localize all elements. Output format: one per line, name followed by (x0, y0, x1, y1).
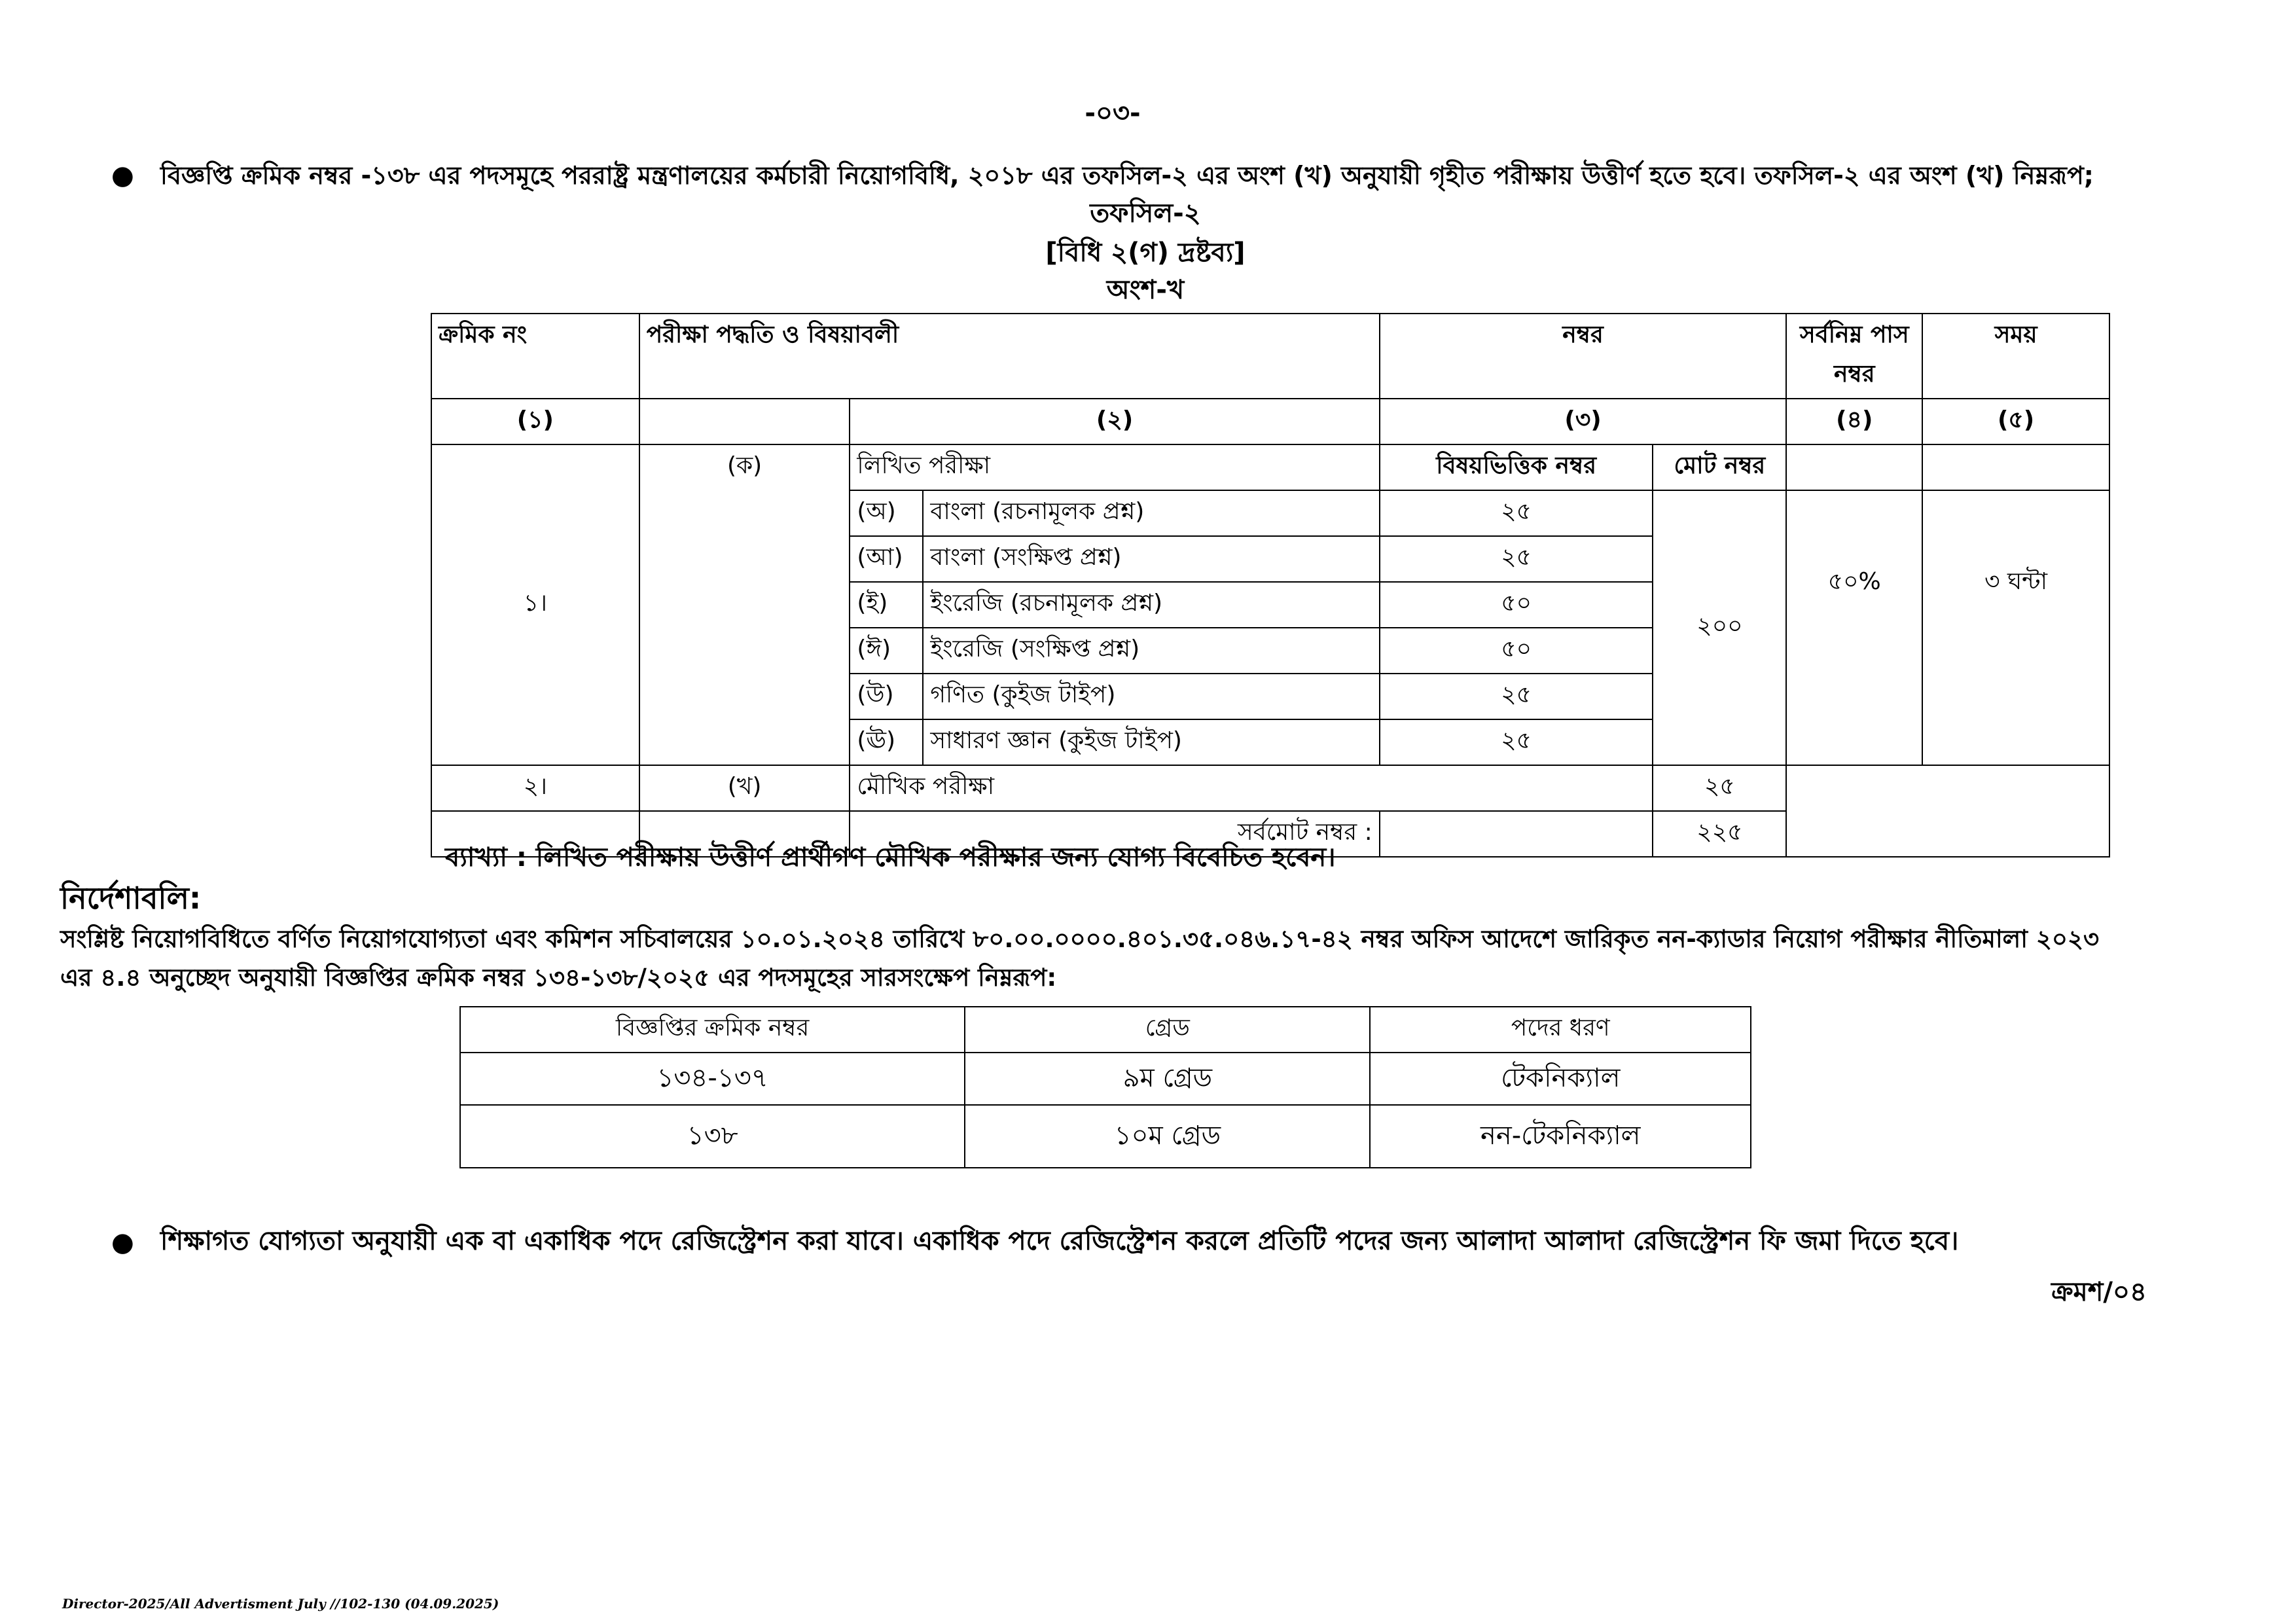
written-time: ৩ ঘন্টা (1922, 490, 2109, 765)
header-time: সময় (1922, 314, 2109, 399)
exam-table (431, 313, 2110, 857)
written-letter: (ক) (639, 444, 850, 765)
subject-code: (ঈ) (850, 628, 923, 674)
instructions-heading: নির্দেশাবলি: (60, 880, 202, 916)
summary-header-serial: বিজ্ঞপ্তির ক্রমিক নম্বর (460, 1007, 965, 1053)
summary-header-type: পদের ধরণ (1370, 1007, 1751, 1053)
bullet-1-text: বিজ্ঞপ্তি ক্রমিক নম্বর -১৩৮ এর পদসমূহে পররাষ্ট্র মন্ত্রণালয়ের কর্মচারী নিয়োগবিধি, ২০১৮ এর তফসিল-২ এর অংশ (খ) অনুযায়ী গৃহীত পরীক্ষায় উত্তীর্ণ হতে হবে। তফসিল-২ এর অংশ (খ) নিম্নরূপ; (160, 161, 2094, 190)
bullet-dot: ● (111, 1227, 134, 1257)
written-min-pass: ৫০% (1786, 490, 1922, 765)
grand-total-label: সর্বমোট নম্বর : (850, 811, 1379, 857)
summary-type: টেকনিক্যাল (1370, 1053, 1751, 1105)
written-header-row (431, 444, 2109, 490)
subject-name: বাংলা (রচনামূলক প্রশ্ন) (923, 490, 1379, 536)
viva-marks: ২৫ (1653, 765, 1786, 811)
schedule-rule: [বিধি ২(গ) দ্রষ্টব্য] (1045, 238, 1246, 268)
subject-marks: ৫০ (1380, 628, 1653, 674)
summary-grade: ১০ম গ্রেড (965, 1105, 1370, 1168)
written-total: ২০০ (1653, 490, 1786, 765)
subject-marks: ৫০ (1380, 582, 1653, 628)
col-num-3: (৩) (1380, 399, 1787, 444)
instructions-line-2: এর ৪.৪ অনুচ্ছেদ অনুযায়ী বিজ্ঞপ্তির ক্রমিক নম্বর ১৩৪-১৩৮/২০২৫ এর পদসমূহের সারসংক্ষেপ নিম্নরূপ: (60, 964, 1057, 992)
subject-code: (উ) (850, 674, 923, 719)
col-num-4: (৪) (1786, 399, 1922, 444)
header-method: পরীক্ষা পদ্ধতি ও বিষয়াবলী (639, 314, 1380, 399)
subject-code: (ই) (850, 582, 923, 628)
viva-title: মৌখিক পরীক্ষা (850, 765, 1653, 811)
subject-name: ইংরেজি (রচনামূলক প্রশ্ন) (923, 582, 1379, 628)
bullet-2-text: শিক্ষাগত যোগ্যতা অনুযায়ী এক বা একাধিক পদে রেজিস্ট্রেশন করা যাবে। একাধিক পদে রেজিস্ট্রেশন করলে প্রতিটি পদের জন্য আলাদা আলাদা রেজিস্ট্রেশন ফি জমা দিতে হবে। (160, 1226, 1959, 1256)
header-min-pass: সর্বনিম্ন পাস নম্বর (1786, 314, 1922, 399)
explanation: ব্যাখ্যা : লিখিত পরীক্ষায় উত্তীর্ণ প্রার্থীগণ মৌখিক পরীক্ষার জন্য যোগ্য বিবেচিত হবেন। (445, 842, 1336, 873)
subject-code: (অ) (850, 490, 923, 536)
footer-reference: Director-2025/All Advertisment July //102-130 (04.09.2025) (62, 1596, 499, 1612)
total-marks-header: মোট নম্বর (1653, 444, 1786, 490)
subject-marks: ২৫ (1380, 674, 1653, 719)
page-number: -০৩- (1085, 98, 1141, 128)
bullet-dot: ● (111, 160, 134, 190)
header-marks: নম্বর (1380, 314, 1787, 399)
subject-marks: ২৫ (1380, 719, 1653, 765)
summary-serial: ১৩৮ (460, 1105, 965, 1168)
grand-total-value: ২২৫ (1653, 811, 1786, 857)
col-number-row (431, 399, 2109, 444)
header-serial: ক্রমিক নং (431, 314, 639, 399)
subject-code: (আ) (850, 536, 923, 582)
viva-serial: ২। (431, 765, 639, 811)
subject-name: গণিত (কুইজ টাইপ) (923, 674, 1379, 719)
summary-table (459, 1006, 1751, 1168)
summary-serial: ১৩৪-১৩৭ (460, 1053, 965, 1105)
summary-header-row (460, 1007, 1751, 1053)
col-num-5: (৫) (1922, 399, 2109, 444)
subject-marks: ২৫ (1380, 536, 1653, 582)
instructions-line-1: সংশ্লিষ্ট নিয়োগবিধিতে বর্ণিত নিয়োগযোগ্যতা এবং কমিশন সচিবালয়ের ১০.০১.২০২৪ তারিখে ৮০.০০.০০০০.৪০১.৩৫.০৪৬.১৭-৪২ নম্বর অফিস আদেশে জারিকৃত নন-ক্যাডার নিয়োগ পরীক্ষার নীতিমালা ২০২৩ (60, 925, 2100, 953)
subject-code: (ঊ) (850, 719, 923, 765)
exam-header-row (431, 314, 2109, 399)
summary-type: নন-টেকনিক্যাল (1370, 1105, 1751, 1168)
subject-marks: ২৫ (1380, 490, 1653, 536)
viva-row (431, 765, 2109, 811)
col-num-2: (২) (850, 399, 1379, 444)
summary-row (460, 1105, 1751, 1168)
subject-name: ইংরেজি (সংক্ষিপ্ত প্রশ্ন) (923, 628, 1379, 674)
summary-grade: ৯ম গ্রেড (965, 1053, 1370, 1105)
subject-name: বাংলা (সংক্ষিপ্ত প্রশ্ন) (923, 536, 1379, 582)
summary-row (460, 1053, 1751, 1105)
subject-name: সাধারণ জ্ঞান (কুইজ টাইপ) (923, 719, 1379, 765)
viva-letter: (খ) (639, 765, 850, 811)
summary-header-grade: গ্রেড (965, 1007, 1370, 1053)
written-title: লিখিত পরীক্ষা (850, 444, 1379, 490)
col-num-1: (১) (431, 399, 639, 444)
continued-marker: ক্রমশ/০৪ (2051, 1277, 2147, 1307)
schedule-title: তফসিল-২ (1090, 198, 1201, 228)
subject-marks-header: বিষয়ভিত্তিক নম্বর (1380, 444, 1653, 490)
written-serial: ১। (431, 444, 639, 765)
schedule-part: অংশ-খ (1106, 275, 1185, 305)
